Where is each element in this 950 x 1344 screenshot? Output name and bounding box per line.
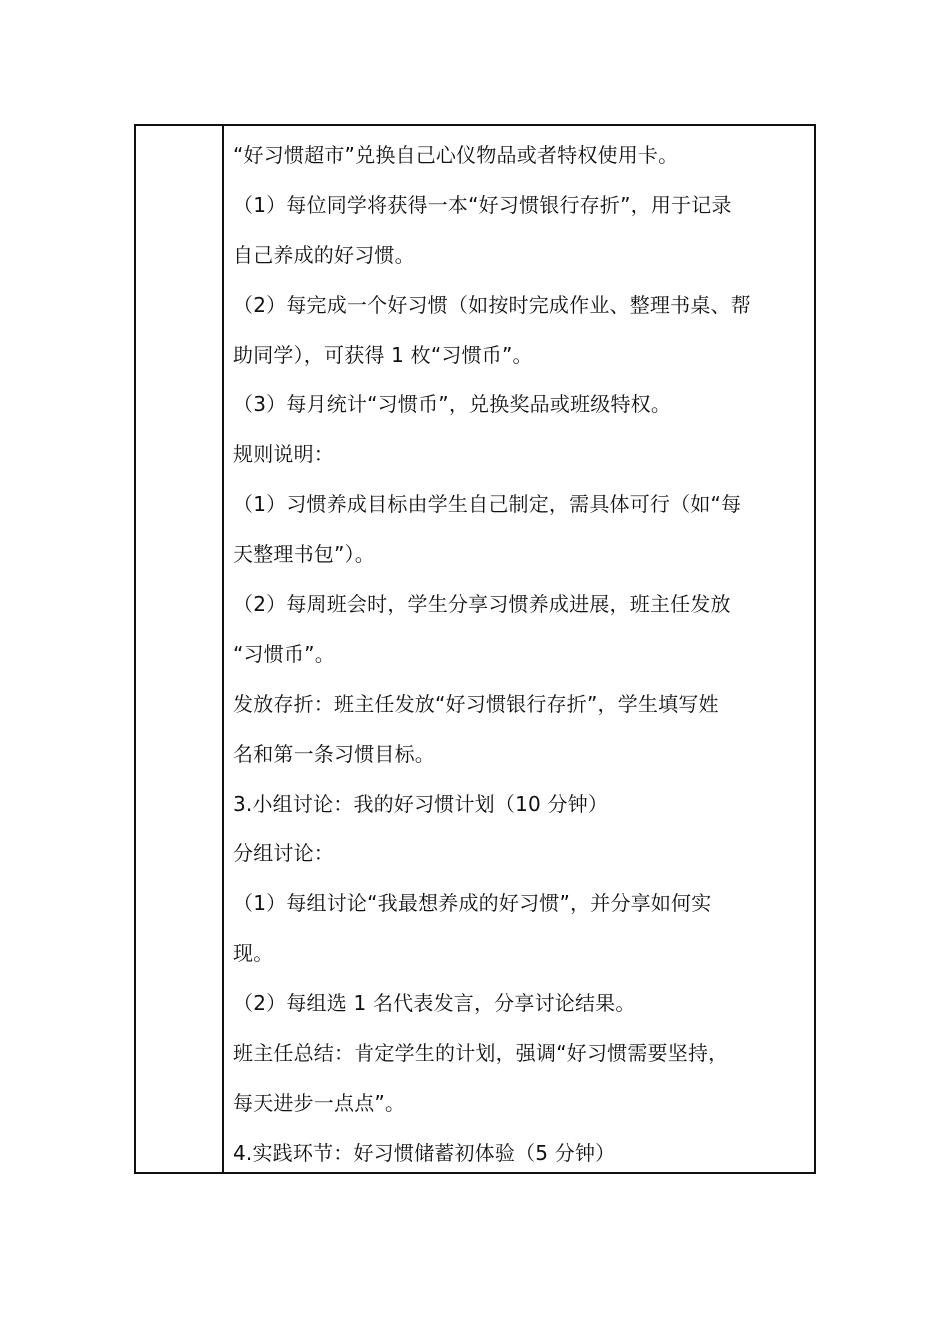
text-line: 每天进步一点点”。 xyxy=(233,1090,406,1115)
text-line: 班主任总结：肯定学生的计划，强调“好习惯需要坚持， xyxy=(233,1041,729,1066)
text-line: 名和第一条习惯目标。 xyxy=(233,741,435,766)
text-line: （1）每位同学将获得一本“好习惯银行存折”，用于记录 xyxy=(233,192,732,217)
text-line: （2）每完成一个好习惯（如按时完成作业、整理书桌、帮 xyxy=(233,292,751,317)
table-content-cell xyxy=(224,126,814,1172)
text-line: 规则说明： xyxy=(233,442,334,467)
text-line: “习惯币”。 xyxy=(233,641,335,666)
text-line: “好习惯超市”兑换自己心仪物品或者特权使用卡。 xyxy=(233,143,679,167)
text-line: 分组讨论： xyxy=(233,841,334,866)
text-line: （1）习惯养成目标由学生自己制定，需具体可行（如“每 xyxy=(233,492,742,517)
text-line: 天整理书包”）。 xyxy=(233,542,375,567)
text-line: 助同学），可获得 1 枚“习惯币”。 xyxy=(233,342,533,367)
section-heading: 4.实践环节：好习惯储蓄初体验（5 分钟） xyxy=(233,1140,616,1165)
lesson-plan-table xyxy=(134,124,816,1174)
table-left-cell xyxy=(136,126,224,1172)
text-line: 现。 xyxy=(233,941,274,966)
text-line: （3）每月统计“习惯币”，兑换奖品或班级特权。 xyxy=(233,392,672,417)
text-line: 发放存折：班主任发放“好习惯银行存折”，学生填写姓 xyxy=(233,691,719,716)
text-line: （1）每组讨论“我最想养成的好习惯”，并分享如何实 xyxy=(233,891,712,916)
text-line: （2）每组选 1 名代表发言，分享讨论结果。 xyxy=(233,991,636,1016)
section-heading: 3.小组讨论：我的好习惯计划（10 分钟） xyxy=(233,791,609,816)
text-line: 自己养成的好习惯。 xyxy=(233,242,415,267)
text-line: （2）每周班会时，学生分享习惯养成进展，班主任发放 xyxy=(233,592,731,617)
